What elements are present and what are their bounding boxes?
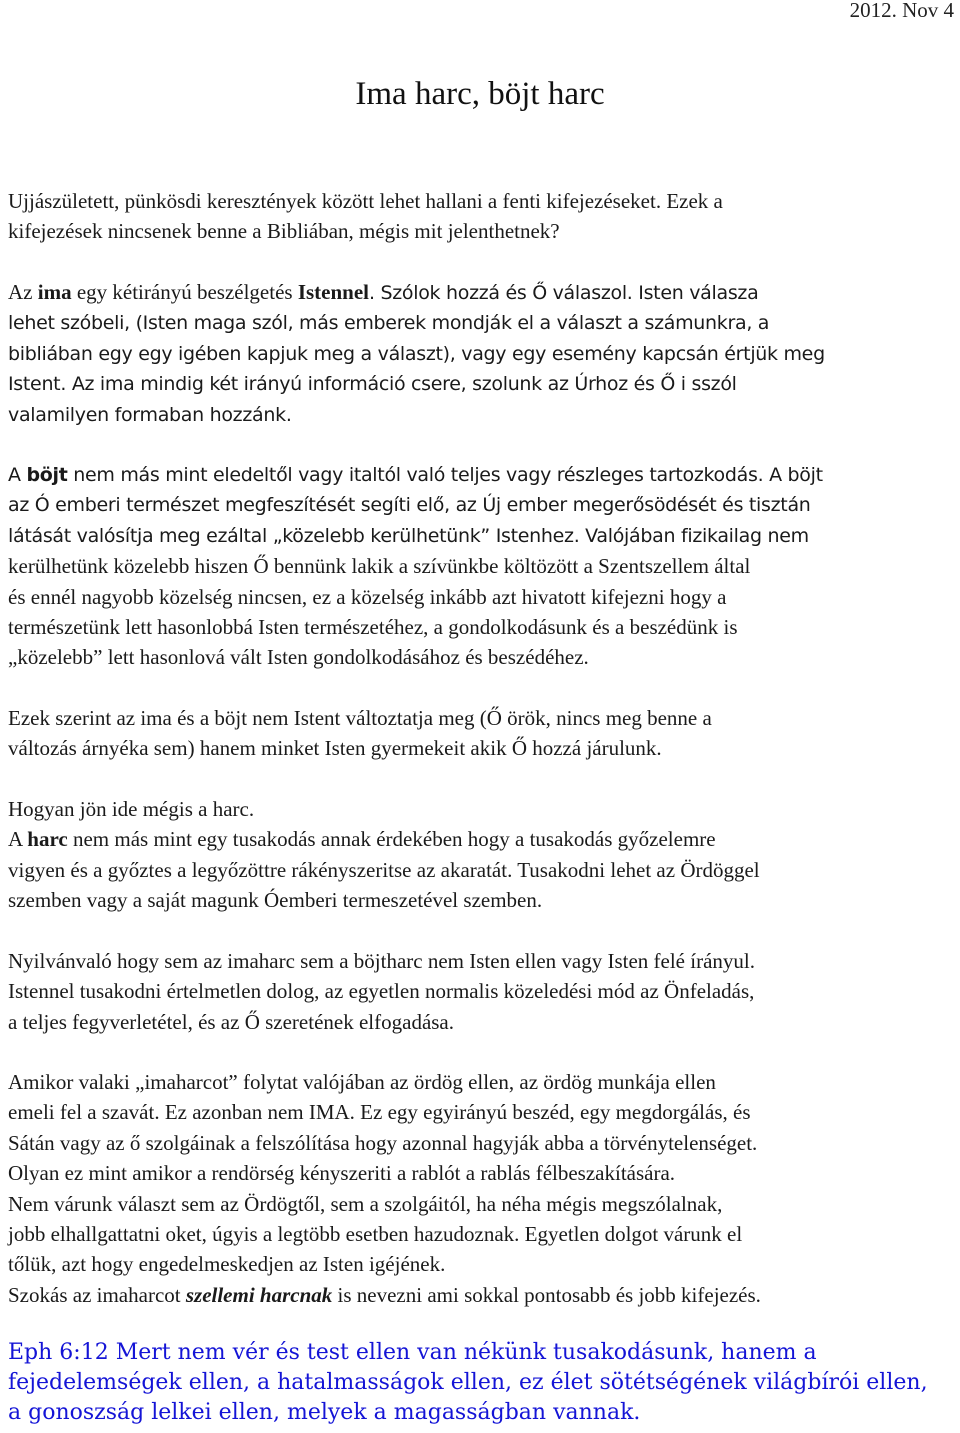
spiritual-warfare-paragraph [8,1067,958,1310]
bible-verse [8,1338,958,1428]
text-line: természetünk lett hasonlobbá Isten természetéhez, a gondolkodásunk és a beszédünk is [8,615,738,640]
text-line: Szokás az imaharcot szellemi harcnak is nevezni ami sokkal pontosabb és jobb kifejezés. [8,1282,761,1307]
intro-paragraph [8,186,958,247]
text-line: Az ima egy kétirányú beszélgetés Istennel. Szólok hozzá és Ő válaszol. Isten válasza [8,280,759,304]
text-line: Hogyan jön ide mégis a harc. [8,797,255,821]
text-line: Olyan ez mint amikor a rendörség kényszeriti a rablót a rablás félbeszakítására. [8,1161,676,1186]
keyword-bojt: böjt [26,464,68,486]
text-line: Nem várunk választ sem az Ördögtől, sem a szolgáitól, ha néha mégis megszólalnak, [8,1191,723,1216]
text-line: A böjt nem más mint eledeltől vagy italtól való teljes vagy részleges tartozkodás. A böjt [8,464,823,486]
text-line: Nyilvánvaló hogy sem az imaharc sem a böjtharc nem Isten ellen vagy Isten felé írányul. [8,949,755,973]
fight-paragraph [8,794,958,916]
text-line: kifejezések nincsenek benne a Bibliában, mégis mit jelenthetnek? [8,219,560,244]
text-line: emeli fel a szavát. Ez azonban nem IMA. Ez egy egyirányú beszéd, egy megdorgálás, és [8,1100,751,1125]
text-line: az Ó emberi természet megfeszítését segíti elő, az Új ember megerősödését és tisztán [8,494,811,517]
verse-line: Eph 6:12 Mert nem vér és test ellen van nékünk tusakodásunk, hanem a [8,1340,817,1365]
fasting-paragraph [8,460,958,673]
text-line: Istennel tusakodni értelmetlen dolog, az egyetlen normalis közeledési mód az Önfeladás, [8,979,755,1004]
prayer-paragraph [8,277,958,430]
text-line: Amikor valaki „imaharcot” folytat valójában az ördög ellen, az ördög munkája ellen [8,1070,716,1094]
text-line: lehet szóbeli, (Isten maga szól, más emberek mondják el a választ a számunkra, a [8,312,770,335]
text-line: a teljes fegyverletétel, és az Ő szeretének elfogadása. [8,1009,455,1034]
text-line: tőlük, azt hogy engedelmeskedjen az Isten igéjének. [8,1252,446,1277]
text-line: látását valósítja meg ezáltal „közelebb kerülhetünk” Istenhez. Valójában fizikailag nem [8,524,809,547]
text-line: és ennél nagyobb közelség nincsen, ez a közelség inkább azt hivatott kifejezni hogy a [8,584,727,609]
text-line: bibliában egy egy igében kapjuk meg a választ), vagy egy esemény kapcsán értjük meg [8,342,825,365]
date-label: 2012. Nov 4 [849,0,954,22]
text-line: kerülhetünk közelebb hiszen Ő bennünk lakik a szívünkbe költözött a Szentszellem által [8,554,751,579]
keyword-istennel: Istennel [297,280,370,304]
keyword-szellemi-harcnak: szellemi harcnak [185,1282,333,1307]
text-line: „közelebb” lett hasonlová vált Isten gondolkodásához és beszédéhez. [8,645,589,670]
text-line: szemben vagy a saját magunk Óemberi termeszetével szemben. [8,888,543,913]
text-line: A harc nem más mint egy tusakodás annak érdekében hogy a tusakodás győzelemre [8,827,716,852]
conclusion-paragraph [8,703,958,764]
text-line: vigyen és a győztes a legyőzöttre rákényszeritse az akaratát. Tusakodni lehet az Ördöggel [8,857,760,882]
keyword-harc: harc [27,827,68,852]
page-title: Ima harc, böjt harc [355,76,605,112]
text-line: Ezek szerint az ima és a böjt nem Istent változtatja meg (Ő örök, nincs meg benne a [8,706,712,730]
keyword-ima: ima [37,280,72,304]
text-line: valamilyen formaban hozzánk. [8,403,292,426]
verse-line: fejedelemségek ellen, a hatalmasságok ellen, ez élet sötétségének világbírói ellen, [8,1370,928,1395]
verse-line: a gonoszság lelkei ellen, melyek a magasságban vannak. [8,1400,641,1425]
text-line: Istent. Az ima mindig két irányú információ csere, szolunk az Úrhoz és Ő i sszól [8,373,737,396]
text-line: jobb elhallgattatni oket, úgyis a legtöbb esetben hazudoznak. Egyetlen dolgot várunk el [8,1222,743,1247]
text-line: Ujjászületett, pünkösdi keresztények között lehet hallani a fenti kifejezéseket. Ezek a [8,189,723,213]
text-line: változás árnyéka sem) hanem minket Isten gyermekeit akik Ő hozzá járulunk. [8,736,662,761]
surrender-paragraph [8,946,958,1037]
text-line: Sátán vagy az ő szolgáinak a felszólítása hogy azonnal hagyják abba a törvénytelenséget. [8,1130,758,1155]
